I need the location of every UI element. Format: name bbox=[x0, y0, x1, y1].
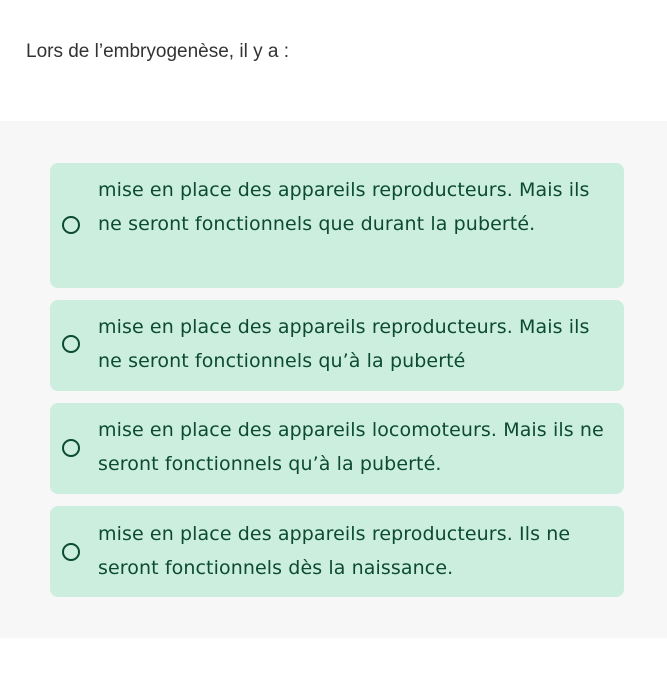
answer-option-1[interactable] bbox=[50, 163, 624, 288]
answer-option-label: mise en place des appareils locomoteurs. Mais ils ne seront fonctionnels qu’à la puberté. bbox=[98, 419, 604, 475]
answer-option-3[interactable] bbox=[50, 403, 624, 494]
answer-option-2[interactable] bbox=[50, 300, 624, 391]
answer-option-4[interactable] bbox=[50, 506, 624, 597]
radio-button-icon[interactable] bbox=[62, 216, 80, 234]
radio-button-icon[interactable] bbox=[62, 543, 80, 561]
answer-option-label: mise en place des appareils reproducteurs. Mais ils ne seront fonctionnels que durant la puberté. bbox=[98, 179, 590, 235]
radio-button-icon[interactable] bbox=[62, 439, 80, 457]
answer-option-label: mise en place des appareils reproducteurs. Ils ne seront fonctionnels dès la naissance. bbox=[98, 523, 571, 579]
question-text: Lors de l’embryogenèse, il y a : bbox=[26, 41, 289, 62]
radio-button-icon[interactable] bbox=[62, 335, 80, 353]
answer-option-label: mise en place des appareils reproducteurs. Mais ils ne seront fonctionnels qu’à la puberté bbox=[98, 316, 590, 372]
